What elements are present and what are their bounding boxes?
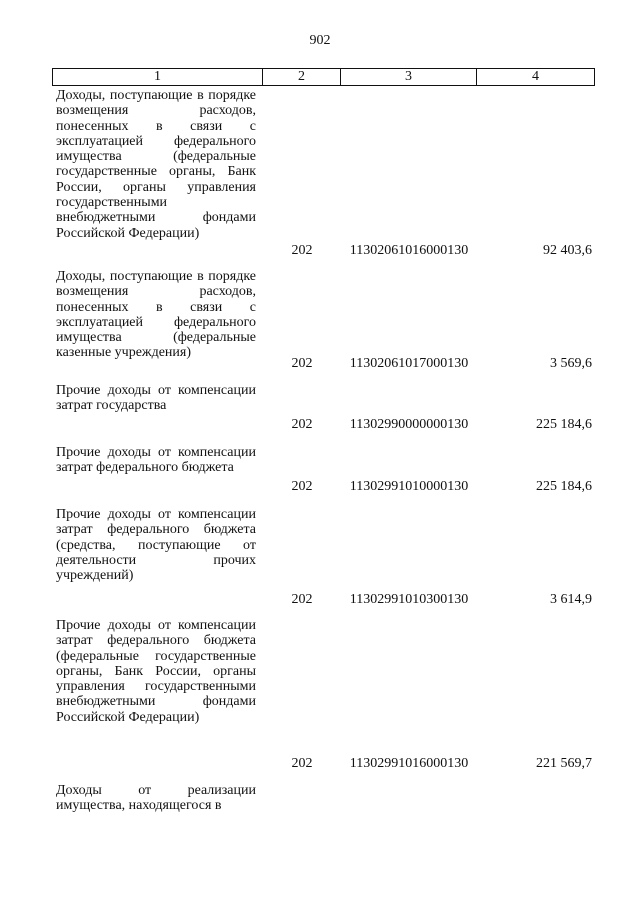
page-number: 902	[309, 33, 331, 48]
row-description: Прочие доходы от компенсации затрат государства	[56, 383, 256, 414]
column-header-1: 1	[53, 69, 263, 86]
row-description: Доходы, поступающие в порядке возмещения расходов, понесенных в связи с эксплуатацией федерального имущества (федеральные государственные органы, Банк России, органы управления государственными внебюджетными фондами Российской Федерации)	[56, 88, 256, 241]
row-kbk: 11302991016000130	[349, 756, 469, 771]
row-description: Доходы от реализации имущества, находящегося в	[56, 783, 256, 814]
row-amount: 225 184,6	[536, 479, 592, 494]
row-kbk: 11302990000000130	[349, 417, 469, 432]
row-amount: 3 569,6	[550, 356, 592, 371]
row-kbk: 11302061016000130	[349, 243, 469, 258]
row-description: Прочие доходы от компенсации затрат федерального бюджета	[56, 445, 256, 476]
row-amount: 221 569,7	[536, 756, 592, 771]
row-kbk: 11302991010000130	[349, 479, 469, 494]
row-amount: 92 403,6	[543, 243, 592, 258]
row-admin-code: 202	[291, 592, 313, 607]
row-admin-code: 202	[291, 356, 313, 371]
row-admin-code: 202	[291, 756, 313, 771]
column-header-table	[52, 68, 595, 86]
row-admin-code: 202	[291, 243, 313, 258]
row-description: Доходы, поступающие в порядке возмещения расходов, понесенных в связи с эксплуатацией федерального имущества (федеральные казенные учреждения)	[56, 269, 256, 361]
column-header-3: 3	[341, 69, 477, 86]
row-admin-code: 202	[291, 417, 313, 432]
row-admin-code: 202	[291, 479, 313, 494]
row-description: Прочие доходы от компенсации затрат федерального бюджета (федеральные государственные органы, Банк России, органы управления государственными внебюджетными фондами Российской Федерации)	[56, 618, 256, 725]
row-amount: 3 614,9	[550, 592, 592, 607]
row-kbk: 11302061017000130	[349, 356, 469, 371]
row-kbk: 11302991010300130	[349, 592, 469, 607]
column-header-2: 2	[263, 69, 341, 86]
row-amount: 225 184,6	[536, 417, 592, 432]
column-header-4: 4	[477, 69, 595, 86]
column-header-row	[53, 69, 595, 86]
row-description: Прочие доходы от компенсации затрат федерального бюджета (средства, поступающие от деятельности прочих учреждений)	[56, 507, 256, 584]
